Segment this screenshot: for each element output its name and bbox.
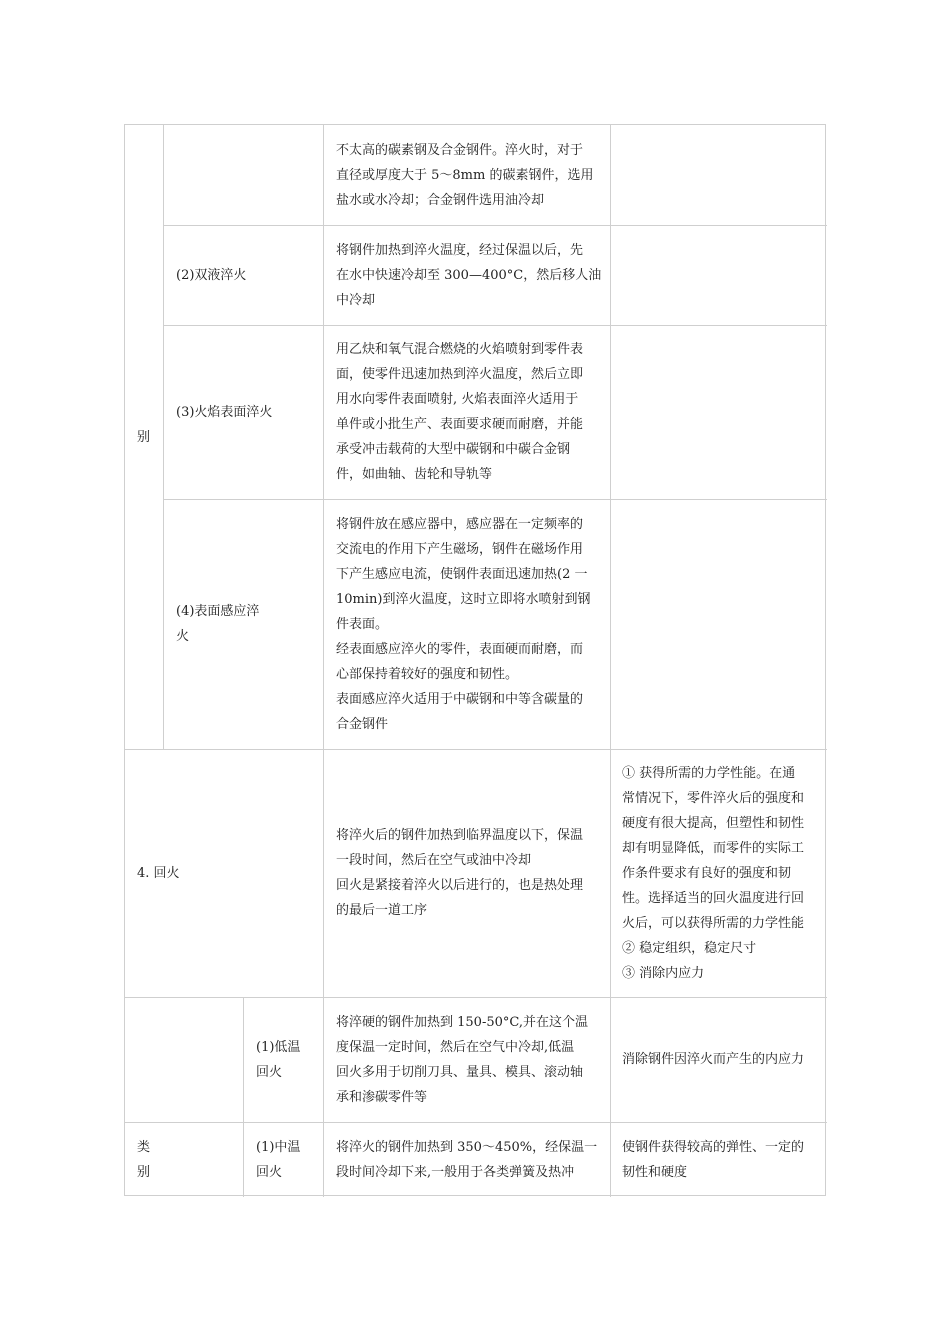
tempering-desc-cell — [336, 749, 610, 997]
col-divider — [243, 997, 244, 1197]
col-divider — [323, 125, 324, 1197]
mid-temp-name: (1)中温 回火 — [256, 1139, 301, 1180]
row4-name: (4)表面感应淬 火 — [176, 604, 260, 644]
mid-temp-description: 将淬火的钢件加热到 350～450%，经保温一 段时间冷却下来,一般用于各类弹簧及热冲 — [336, 1139, 598, 1180]
row1-desc-cell — [336, 125, 610, 225]
category-label-cell — [137, 125, 163, 749]
col-divider — [163, 125, 164, 749]
low-temp-purpose-cell — [622, 997, 827, 1122]
heat-treatment-table — [124, 124, 826, 1196]
tempering-purpose: ① 获得所需的力学性能。在通 常情况下，零件淬火后的强度和 硬度有很大提高，但塑性和韧性 却有明显降低，而零件的实际工 作条件要求有良好的强度和韧 性。选择适当的回火温度进行回 火后，可以获得所需的力学性能 ② 稳定组织，稳定尺寸 ③ 消除内应力 — [622, 765, 805, 981]
tempering-description: 将淬火后的钢件加热到临界温度以下，保温 一段时间，然后在空气或油中冷却 回火是紧接着淬火以后进行的，也是热处理 的最后一道工序 — [336, 828, 584, 918]
mid-temp-name-cell — [256, 1122, 323, 1197]
mid-temp-purpose-cell — [622, 1122, 827, 1197]
row2-desc-cell — [336, 225, 610, 325]
row3-name: (3)火焰表面淬火 — [176, 404, 273, 420]
mid-category-label: 类 别 — [137, 1139, 151, 1180]
mid-temp-desc-cell — [336, 1122, 610, 1197]
row2-description: 将钢件加热到淬火温度，经过保温以后，先 在水中快速冷却至 300—400°C，然后移人油 中冷却 — [336, 242, 602, 308]
row3-name-cell — [176, 325, 323, 499]
row2-name-cell — [176, 225, 323, 325]
category-label: 别 — [137, 429, 151, 445]
low-temp-description: 将淬硬的钢件加热到 150-50°C,并在这个温 度保温一定时间，然后在空气中冷却,低温 回火多用于切削刀具、量具、模具、滚动轴 承和渗碳零件等 — [336, 1014, 588, 1105]
low-temp-name: (1)低温 回火 — [256, 1039, 301, 1080]
low-temp-desc-cell — [336, 997, 610, 1122]
mid-category-cell — [137, 1122, 243, 1197]
row4-desc-cell — [336, 499, 610, 749]
tempering-name-cell — [137, 749, 323, 997]
tempering-name: 4. 回火 — [137, 865, 180, 881]
low-temp-purpose: 消除钢件因淬火而产生的内应力 — [622, 1052, 805, 1067]
tempering-purpose-cell — [622, 749, 827, 997]
low-temp-name-cell — [256, 997, 323, 1122]
row3-description: 用乙炔和氧气混合燃烧的火焰喷射到零件表 面，使零件迅速加热到淬火温度，然后立即 用水向零件表面喷射, 火焰表面淬火适用于 单件或小批生产、表面要求硬而耐磨，并能 承受冲击载荷的大型中碳钢和中碳合金钢 件，如曲轴、齿轮和导轨等 — [336, 342, 584, 482]
row2-name: (2)双液淬火 — [176, 267, 247, 283]
row1-description: 不太高的碳素钢及合金钢件。淬火时，对于 直径或厚度大于 5～8mm 的碳素钢件，选用 盐水或水冷却；合金钢件选用油冷却 — [336, 142, 594, 208]
row4-description: 将钢件放在感应器中，感应器在一定频率的 交流电的作用下产生磁场，钢件在磁场作用 下产生感应电流，使钢件表面迅速加热(2 一 10min)到淬火温度，这时立即将水喷射到钢 件表面。 经表面感应淬火的零件，表面硬而耐磨，而 心部保持着较好的强度和韧性。 表面感应淬火适用于中碳钢和中等含碳量的 合金钢件 — [336, 516, 591, 732]
row4-name-cell — [176, 499, 323, 749]
col-divider — [610, 125, 611, 1197]
mid-temp-purpose: 使钢件获得较高的弹性、一定的 韧性和硬度 — [622, 1139, 805, 1180]
row3-desc-cell — [336, 325, 610, 499]
